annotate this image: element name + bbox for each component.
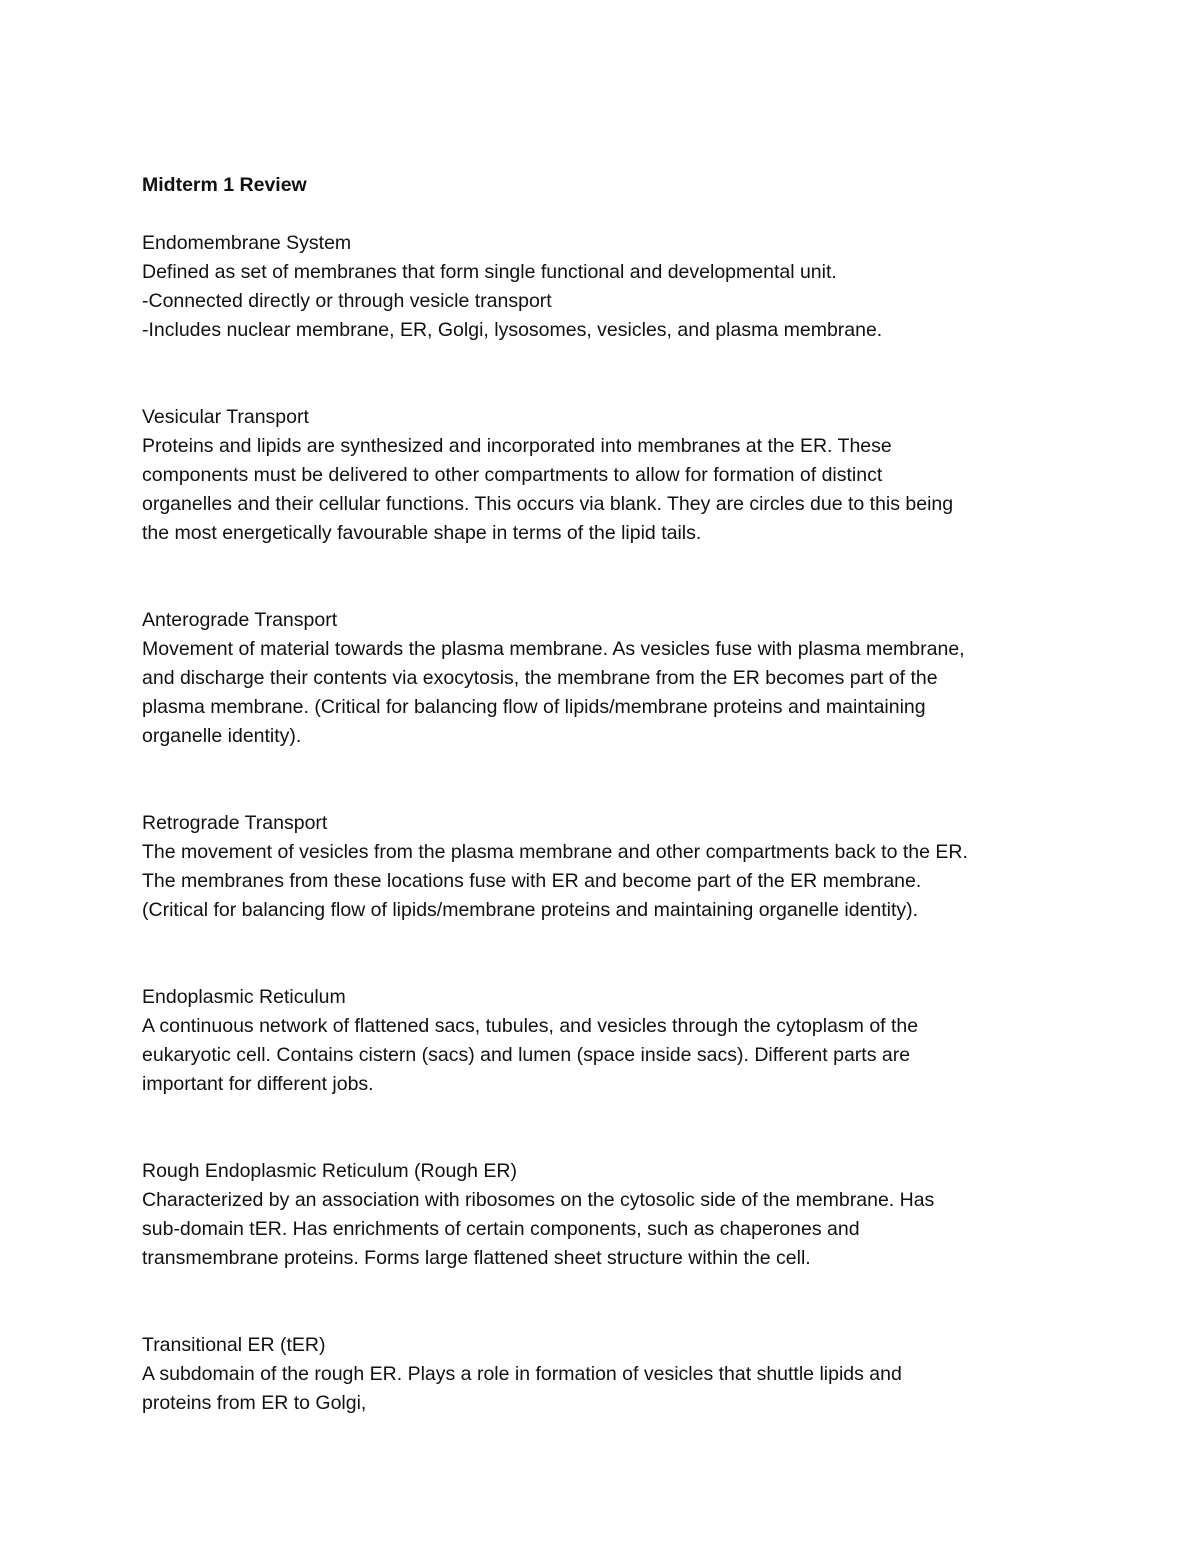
paragraph-line: A continuous network of flattened sacs, tubules, and vesicles through the cytoplasm of the xyxy=(142,1015,919,1037)
paragraph-line: The membranes from these locations fuse with ER and become part of the ER membrane. xyxy=(142,870,922,892)
section-heading: Rough Endoplasmic Reticulum (Rough ER) xyxy=(142,1160,518,1182)
document-title: Midterm 1 Review xyxy=(142,174,307,196)
paragraph-line: and discharge their contents via exocytosis, the membrane from the ER becomes part of the xyxy=(142,667,938,689)
paragraph-line: important for different jobs. xyxy=(142,1073,374,1095)
section-heading: Endomembrane System xyxy=(142,232,352,254)
paragraph-line: proteins from ER to Golgi, xyxy=(142,1392,367,1414)
section-vesicular-transport xyxy=(142,403,1092,548)
section-heading: Endoplasmic Reticulum xyxy=(142,986,346,1008)
paragraph-line: organelle identity). xyxy=(142,725,302,747)
section-heading: Vesicular Transport xyxy=(142,406,309,428)
paragraph-line: Proteins and lipids are synthesized and incorporated into membranes at the ER. These xyxy=(142,435,892,457)
document-body xyxy=(142,171,1092,1418)
paragraph-line: organelles and their cellular functions. This occurs via blank. They are circles due to this being xyxy=(142,493,954,515)
paragraph-line: (Critical for balancing flow of lipids/membrane proteins and maintaining organelle identity). xyxy=(142,899,919,921)
paragraph-line: Defined as set of membranes that form single functional and developmental unit. xyxy=(142,261,837,283)
paragraph-line: sub-domain tER. Has enrichments of certain components, such as chaperones and xyxy=(142,1218,860,1240)
paragraph-line: -Connected directly or through vesicle transport xyxy=(142,290,552,312)
paragraph-line: the most energetically favourable shape in terms of the lipid tails. xyxy=(142,522,702,544)
section-endoplasmic-reticulum xyxy=(142,983,1092,1099)
paragraph-line: components must be delivered to other compartments to allow for formation of distinct xyxy=(142,464,883,486)
section-rough-er xyxy=(142,1157,1092,1273)
section-retrograde-transport xyxy=(142,809,1092,925)
section-anterograde-transport xyxy=(142,606,1092,751)
paragraph-line: Movement of material towards the plasma membrane. As vesicles fuse with plasma membrane, xyxy=(142,638,965,660)
section-heading: Transitional ER (tER) xyxy=(142,1334,326,1356)
section-endomembrane-system xyxy=(142,229,1092,345)
paragraph-line: The movement of vesicles from the plasma membrane and other compartments back to the ER. xyxy=(142,841,968,863)
paragraph-line: A subdomain of the rough ER. Plays a role in formation of vesicles that shuttle lipids and xyxy=(142,1363,902,1385)
section-heading: Retrograde Transport xyxy=(142,812,328,834)
section-transitional-er xyxy=(142,1331,1092,1418)
paragraph-line: -Includes nuclear membrane, ER, Golgi, lysosomes, vesicles, and plasma membrane. xyxy=(142,319,883,341)
paragraph-line: transmembrane proteins. Forms large flattened sheet structure within the cell. xyxy=(142,1247,811,1269)
paragraph-line: Characterized by an association with ribosomes on the cytosolic side of the membrane. Has xyxy=(142,1189,935,1211)
paragraph-line: plasma membrane. (Critical for balancing flow of lipids/membrane proteins and maintaining xyxy=(142,696,926,718)
paragraph-line: eukaryotic cell. Contains cistern (sacs) and lumen (space inside sacs). Different parts are xyxy=(142,1044,911,1066)
section-heading: Anterograde Transport xyxy=(142,609,338,631)
